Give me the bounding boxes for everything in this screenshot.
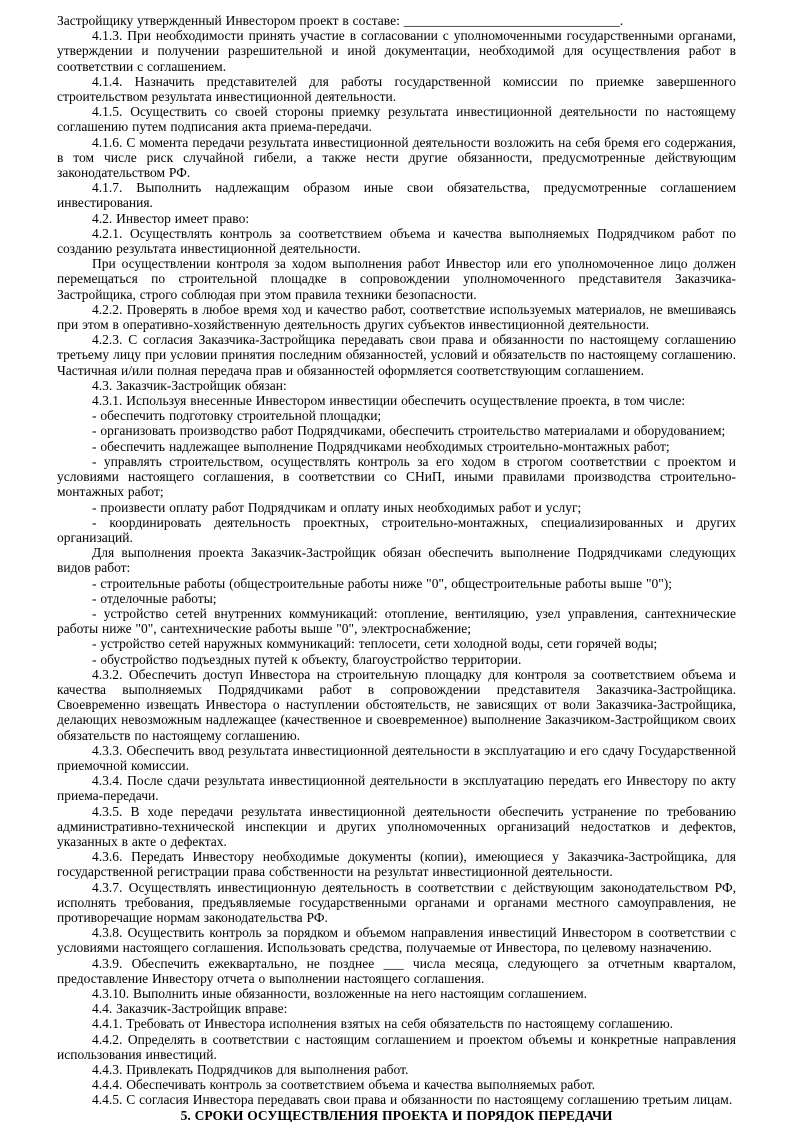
paragraph: 4.3.1. Используя внесенные Инвестором инвестиции обеспечить осуществление проекта, в том числе:: [92, 393, 686, 409]
paragraph: 4.4. Заказчик-Застройщик вправе:: [92, 1001, 288, 1017]
paragraph: 4.4.5. С согласия Инвестора передавать свои права и обязанности по настоящему соглашению третьим лицам.: [92, 1092, 733, 1108]
paragraph: 4.3.4. После сдачи результата инвестиционной деятельности в эксплуатацию передать его Инвестору по акту приема-передачи.: [57, 773, 736, 804]
paragraph: - организовать производство работ Подрядчиками, обеспечить строительство материалами и оборудованием;: [92, 423, 726, 439]
paragraph: 4.4.3. Привлекать Подрядчиков для выполнения работ.: [92, 1062, 409, 1078]
paragraph: - координировать деятельность проектных, строительно-монтажных, специализированных и других организаций.: [57, 514, 736, 545]
paragraph: 4.3.9. Обеспечить ежеквартально, не позднее ___ числа месяца, следующего за отчетным кварталом, предоставление Инвестору отчета о выполнении настоящего соглашения.: [57, 955, 736, 986]
paragraph: 4.4.4. Обеспечивать контроль за соответствием объема и качества выполняемых работ.: [92, 1077, 595, 1093]
paragraph: 4.3.10. Выполнить иные обязанности, возложенные на него настоящим соглашением.: [92, 986, 588, 1001]
paragraph: 4.2.3. С согласия Заказчика-Застройщика передавать свои права и обязанности по настоящему соглашению третьему лицу при условии принятия последним обязанностей, условий и обязательств по настоящему соглашению. Частичная и/или полная передача прав и обязанностей оформляется соответствующим соглашением.: [57, 332, 736, 378]
paragraph: 4.3.6. Передать Инвестору необходимые документы (копии), имеющиеся у Заказчика-Застройщика, для государственной регистрации права собственности на результат инвестиционной деятельности.: [57, 849, 736, 880]
paragraph: 4.2. Инвестор имеет право:: [92, 210, 250, 226]
paragraph: - произвести оплату работ Подрядчикам и оплату иных необходимых работ и услуг;: [92, 499, 582, 515]
paragraph: 4.2.1. Осуществлять контроль за соответствием объема и качества выполняемых Подрядчиком работ по созданию результата инвестиционной деятельности.: [57, 225, 736, 257]
paragraph: - обеспечить подготовку строительной площадки;: [92, 408, 382, 424]
document-body: [57, 13, 736, 1122]
paragraph: 4.3.7. Осуществлять инвестиционную деятельность в соответствии с действующим законодательством РФ, исполнять требования, предъявляемые государственными органами и органами местного самоуправления, не противоречащие нормам законодательства РФ.: [57, 879, 736, 925]
paragraph: При осуществлении контроля за ходом выполнения работ Инвестор или его уполномоченное лицо должен перемещаться по строительной площадке в сопровождении уполномоченного представителя Заказчика-Застройщика, строго соблюдая при этом правила техники безопасности.: [57, 256, 736, 302]
paragraph: - обеспечить надлежащее выполнение Подрядчиками необходимых строительно-монтажных работ;: [92, 438, 670, 454]
paragraph: - устройство сетей внутренних коммуникаций: отопление, вентиляцию, узел управления, сантехнические работы ниже "0", сантехнические работы выше "0", электроснабжение;: [57, 605, 736, 637]
paragraph: 4.4.1. Требовать от Инвестора исполнения взятых на себя обязательств по настоящему соглашению.: [92, 1016, 674, 1032]
paragraph: 4.2.2. Проверять в любое время ход и качество работ, соответствие используемых материалов, не вмешиваясь при этом в оперативно-хозяйственную деятельность других субъектов инвестиционной деятельности.: [57, 301, 736, 333]
paragraph: 4.1.4. Назначить представителей для работы государственной комиссии по приемке завершенного строительством результата инвестиционной деятельности.: [57, 73, 736, 105]
paragraph: 4.3.3. Обеспечить ввод результата инвестиционной деятельности в эксплуатацию и его сдачу Государственной приемочной комиссии.: [57, 742, 736, 773]
paragraph: 4.3. Заказчик-Застройщик обязан:: [92, 377, 287, 393]
paragraph: 4.1.6. С момента передачи результата инвестиционной деятельности возложить на себя бремя его содержания, в том числе риск случайной гибели, а также нести другие обязанности, предусмотренные действующим законодательством РФ.: [57, 134, 736, 181]
paragraph: 4.1.3. При необходимости принять участие в согласовании с уполномоченными государственными органами, утверждении и получении разрешительной и иной документации, необходимой для осуществления работ в соответствии с соглашением.: [57, 28, 736, 74]
paragraph: - обустройство подъездных путей к объекту, благоустройство территории.: [92, 651, 522, 667]
paragraph: - устройство сетей наружных коммуникаций: теплосети, сети холодной воды, сети горячей воды;: [92, 636, 658, 652]
paragraph: 4.1.5. Осуществить со своей стороны приемку результата инвестиционной деятельности по настоящему соглашению путем подписания акта приема-передачи.: [57, 104, 736, 135]
paragraph: - управлять строительством, осуществлять контроль за его ходом в строгом соответствии с проектом и условиями настоящего соглашения, в соответствии со СНиП, иными правилами производства строительно-монтажных работ;: [57, 453, 736, 500]
paragraph: 4.3.5. В ходе передачи результата инвестиционной деятельности обеспечить устранение по требованию административно-технической инспекции и других уполномоченных организаций недостатков и дефектов, указанных в акте о дефектах.: [57, 803, 736, 849]
paragraph: 4.3.8. Осуществить контроль за порядком и объемом направления инвестиций Инвестором в соответствии с условиями настоящего соглашения. Использовать средства, получаемые от Инвестора, по целевому назначению.: [57, 925, 736, 956]
paragraph: Застройщику утвержденный Инвестором проект в составе: ________________________________.: [57, 13, 624, 28]
paragraph: 4.4.2. Определять в соответствии с настоящим соглашением и проектом объемы и конкретные направления использования инвестиций.: [57, 1031, 736, 1062]
paragraph: 4.1.7. Выполнить надлежащим образом иные свои обязательства, предусмотренные соглашением инвестирования.: [57, 180, 736, 211]
paragraph: Для выполнения проекта Заказчик-Застройщик обязан обеспечить выполнение Подрядчиками следующих видов работ:: [57, 545, 736, 576]
paragraph: 4.3.2. Обеспечить доступ Инвестора на строительную площадку для контроля за соответствием объема и качества выполняемых Подрядчиками работ в сопровождении представителя Заказчика-Застройщика. Своевременно извещать Инвестора о наступлении обстоятельств, не зависящих от воли Заказчика-Застройщика, делающих невозможным надлежащее (качественное и своевременное) выполнение Заказчиком-Застройщиком своих обязательств по настоящему соглашению.: [57, 666, 736, 743]
paragraph: - строительные работы (общестроительные работы ниже "0", общестроительные работы выше "0");: [92, 575, 673, 591]
section-heading: 5. СРОКИ ОСУЩЕСТВЛЕНИЯ ПРОЕКТА И ПОРЯДОК ПЕРЕДАЧИ: [180, 1107, 613, 1122]
paragraph: - отделочные работы;: [92, 590, 217, 606]
